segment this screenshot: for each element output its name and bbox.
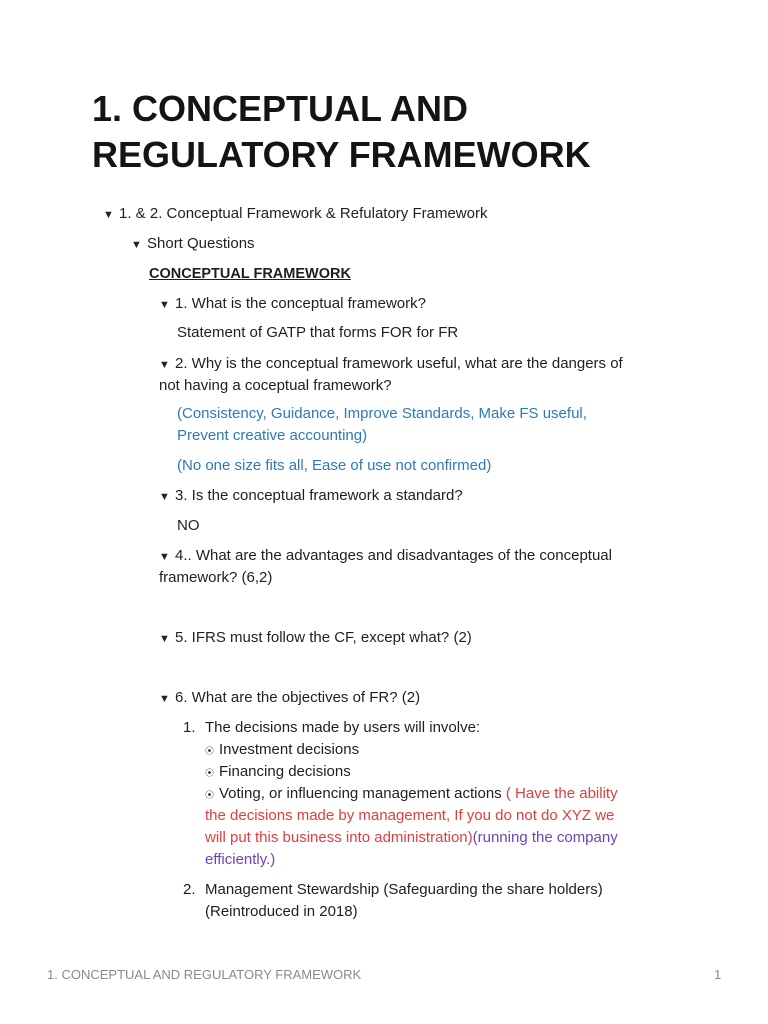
objective-1-text: The decisions made by users will involve: xyxy=(205,719,481,736)
question-text: 6. What are the objectives of FR? (2) xyxy=(175,689,421,706)
circle-bullet-icon: ⦿ xyxy=(205,790,215,800)
toggle-question-6[interactable] xyxy=(159,687,420,710)
answer-3: NO xyxy=(177,517,200,534)
circle-bullet-icon: ⦿ xyxy=(205,746,215,756)
note-red-part-1: ( Have the ability xyxy=(501,785,618,802)
toggle-question-4[interactable] xyxy=(159,545,612,568)
page-title-line-1: 1. CONCEPTUAL AND xyxy=(92,88,469,129)
note-line-mixed xyxy=(205,827,618,849)
objective-2-line-2: (Reintroduced in 2018) xyxy=(205,903,358,920)
bullet-text: Voting, or influencing management actions xyxy=(219,785,502,802)
list-item xyxy=(205,739,359,762)
subheading-conceptual-framework: CONCEPTUAL FRAMEWORK xyxy=(149,266,351,282)
triangle-down-icon[interactable]: ▼ xyxy=(159,491,170,503)
note-purple-part-2: efficiently.) xyxy=(205,851,276,868)
circle-bullet-icon: ⦿ xyxy=(205,768,215,778)
triangle-down-icon[interactable]: ▼ xyxy=(159,359,170,371)
question-text: 3. Is the conceptual framework a standard? xyxy=(175,487,463,504)
page-title xyxy=(92,86,591,178)
question-4-line-2: framework? (6,2) xyxy=(159,569,273,586)
triangle-down-icon[interactable]: ▼ xyxy=(159,693,170,705)
triangle-down-icon[interactable]: ▼ xyxy=(159,299,170,311)
answer-2-benefits-line-2: Prevent creative accounting) xyxy=(177,427,368,444)
footer-title: 1. CONCEPTUAL AND REGULATORY FRAMEWORK xyxy=(47,967,362,982)
question-text: 1. What is the conceptual framework? xyxy=(175,295,426,312)
list-number-1: 1. xyxy=(183,719,196,736)
footer-page-number: 1 xyxy=(714,967,722,982)
toggle-question-5[interactable] xyxy=(159,627,472,650)
list-item xyxy=(205,761,351,784)
list-number-2: 2. xyxy=(183,881,196,898)
question-text: 5. IFRS must follow the CF, except what? (2) xyxy=(175,629,472,646)
triangle-down-icon[interactable]: ▼ xyxy=(131,239,142,251)
note-red-part-2: the decisions made by management, If you do not do XYZ we xyxy=(205,807,615,824)
list-item xyxy=(205,783,618,806)
triangle-down-icon[interactable]: ▼ xyxy=(159,633,170,645)
toggle-question-3[interactable] xyxy=(159,485,463,508)
note-purple-part-1: (running the company xyxy=(472,829,618,846)
question-text: 2. Why is the conceptual framework useful, what are the dangers of xyxy=(175,355,623,372)
toggle-short-questions[interactable] xyxy=(131,233,255,256)
answer-2-benefits-line-1: (Consistency, Guidance, Improve Standards, Make FS useful, xyxy=(177,405,587,422)
toggle-label: 1. & 2. Conceptual Framework & Refulatory Framework xyxy=(119,205,488,222)
toggle-section-framework[interactable] xyxy=(103,203,487,226)
triangle-down-icon[interactable]: ▼ xyxy=(159,551,170,563)
objective-2-line-1: Management Stewardship (Safeguarding the share holders) xyxy=(205,881,603,898)
toggle-question-1[interactable] xyxy=(159,293,426,316)
toggle-label: Short Questions xyxy=(147,235,255,252)
answer-1: Statement of GATP that forms FOR for FR xyxy=(177,324,459,341)
triangle-down-icon[interactable]: ▼ xyxy=(103,209,114,221)
question-2-line-2: not having a coceptual framework? xyxy=(159,377,392,394)
answer-2-dangers: (No one size fits all, Ease of use not confirmed) xyxy=(177,457,492,474)
bullet-text: Investment decisions xyxy=(219,741,360,758)
toggle-question-2[interactable] xyxy=(159,353,623,376)
note-red-part-3: will put this business into administration) xyxy=(205,829,473,846)
question-text: 4.. What are the advantages and disadvantages of the conceptual xyxy=(175,547,612,564)
page-title-line-2: REGULATORY FRAMEWORK xyxy=(92,134,591,175)
bullet-text: Financing decisions xyxy=(219,763,351,780)
